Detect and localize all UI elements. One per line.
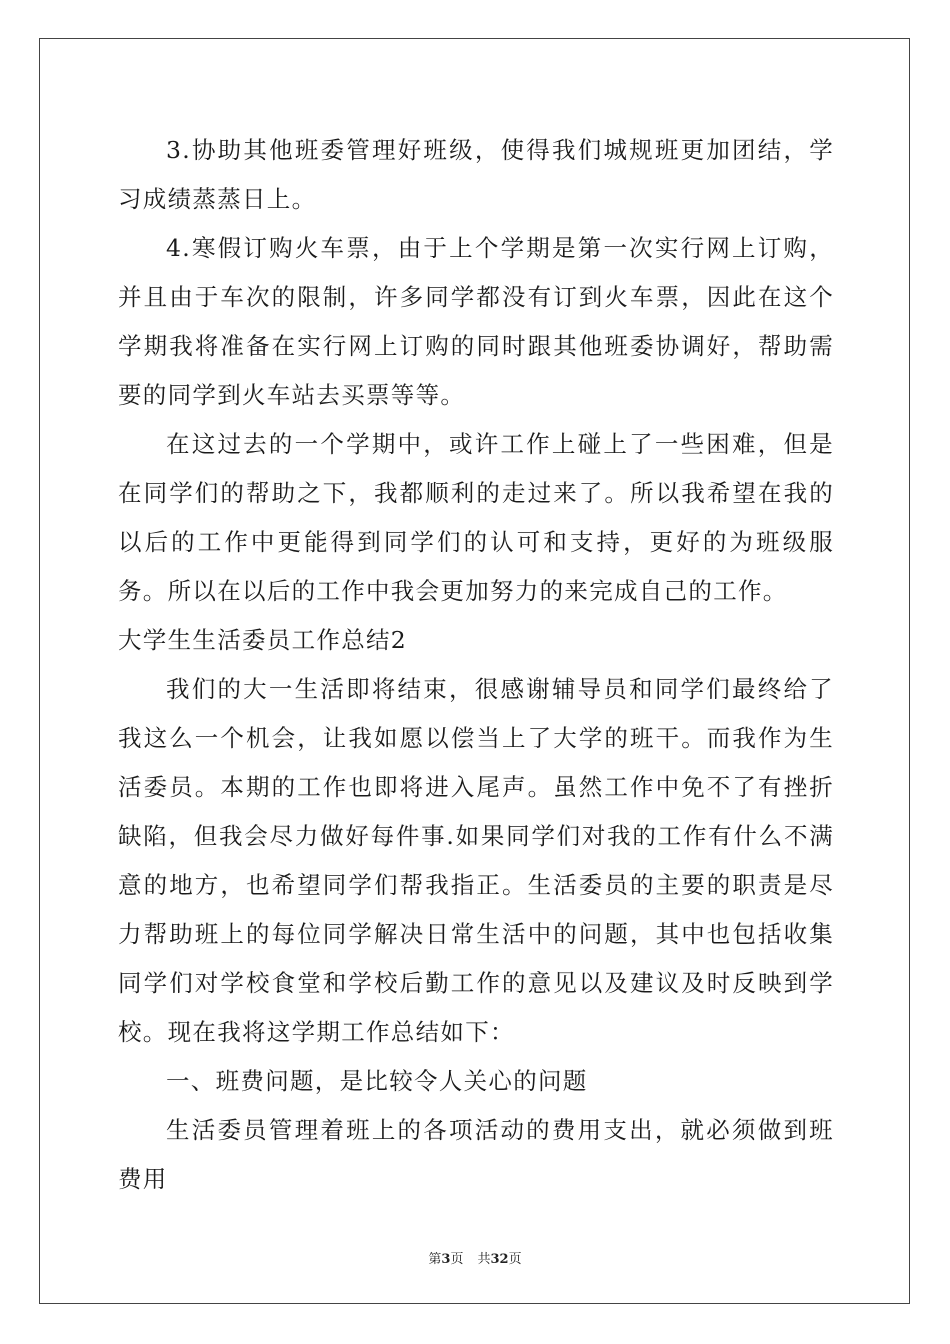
footer-page-suffix: 页 (450, 1252, 464, 1267)
section-title: 大学生生活委员工作总结2 (118, 626, 408, 654)
footer-prefix: 第 (428, 1252, 442, 1267)
paragraph-intro: 我们的大一生活即将结束，很感谢辅导员和同学们最终给了我这么一个机会，让我如愿以偿当上了大学的班干。而我作为生活委员。本期的工作也即将进入尾声。虽然工作中免不了有挫折缺陷，但我会尽力做好每件事.如果同学们对我的工作有什么不满意的地方，也希望同学们帮我指正。生活委员的主要的职责是尽力帮助班上的每位同学解决日常生活中的问题，其中也包括收集同学们对学校食堂和学校后勤工作的意见以及建议及时反映到学校。现在我将这学期工作总结如下： (118, 675, 834, 1046)
footer-total-pages: 32 (490, 1252, 509, 1267)
document-body (118, 126, 834, 1204)
subheading-class-fee: 一、班费问题，是比较令人关心的问题 (166, 1067, 588, 1095)
paragraph-item-4: 4.寒假订购火车票，由于上个学期是第一次实行网上订购，并且由于车次的限制，许多同学都没有订到火车票，因此在这个学期我将准备在实行网上订购的同时跟其他班委协调好，帮助需要的同学到火车站去买票等等。 (118, 234, 834, 409)
page-footer (0, 1248, 950, 1267)
footer-page-number: 3 (441, 1252, 451, 1267)
footer-total-suffix: 页 (508, 1252, 522, 1267)
paragraph-class-fee: 生活委员管理着班上的各项活动的费用支出，就必须做到班费用 (118, 1116, 834, 1193)
paragraph-item-3: 3.协助其他班委管理好班级，使得我们城规班更加团结，学习成绩蒸蒸日上。 (118, 136, 834, 213)
paragraph-conclusion: 在这过去的一个学期中，或许工作上碰上了一些困难，但是在同学们的帮助之下，我都顺利的走过来了。所以我希望在我的以后的工作中更能得到同学们的认可和支持，更好的为班级服务。所以在以后的工作中我会更加努力的来完成自己的工作。 (118, 430, 834, 605)
footer-total-prefix: 共 (477, 1252, 491, 1267)
